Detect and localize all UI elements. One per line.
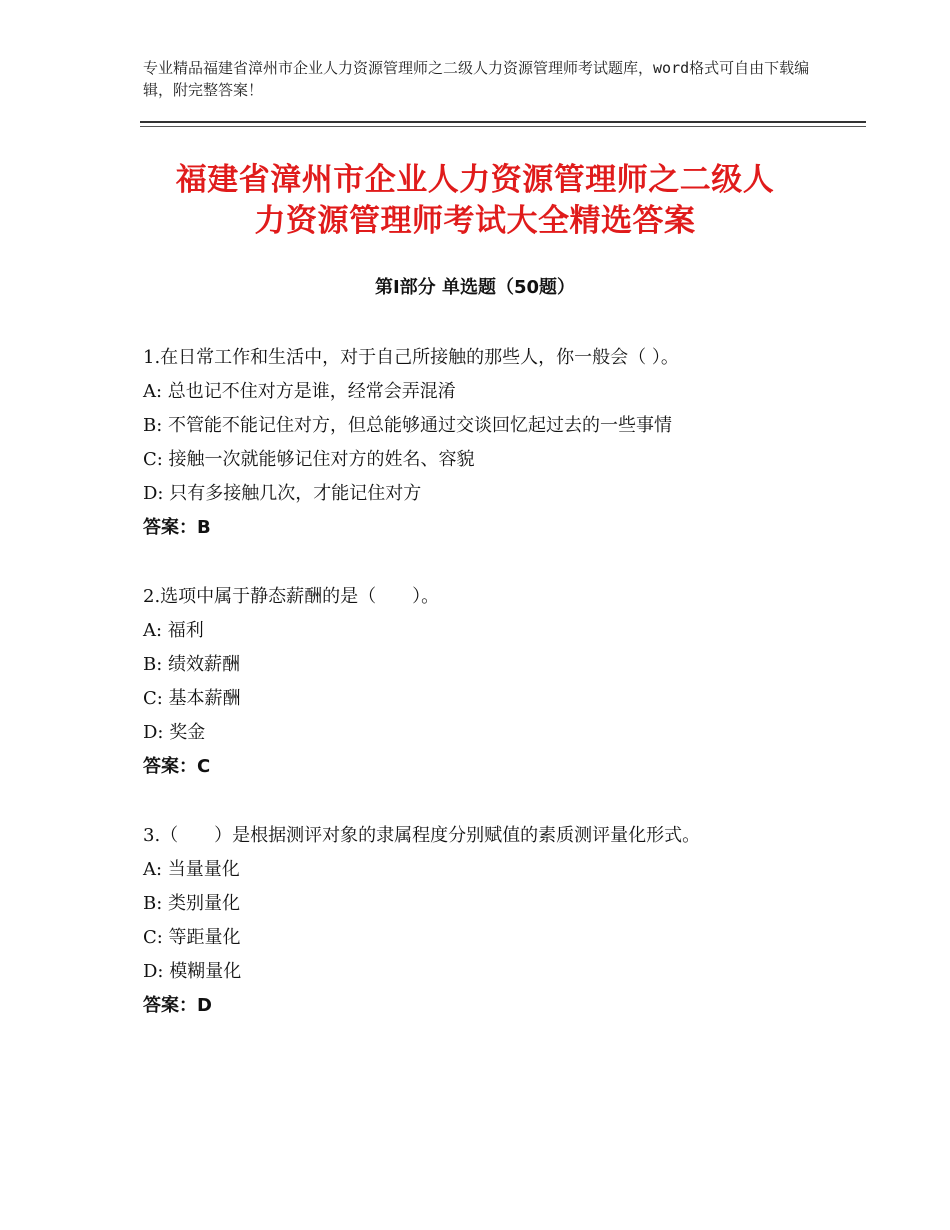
option-b: B: 类别量化 (143, 893, 241, 914)
option-b: B: 绩效薪酬 (143, 654, 241, 675)
option-c: C: 等距量化 (143, 927, 241, 948)
option-d: D: 只有多接触几次，才能记住对方 (143, 483, 422, 504)
document-title (120, 160, 830, 242)
option-b: B: 不管能不能记住对方，但总能够通过交谈回忆起过去的一些事情 (143, 415, 673, 436)
header-rule-thin (140, 126, 866, 127)
header-note: 专业精品福建省漳州市企业人力资源管理师之二级人力资源管理师考试题库，word格式可自由下载编辑，附完整答案！ (143, 59, 810, 99)
option-a: A: 总也记不住对方是谁，经常会弄混淆 (143, 381, 456, 402)
question-2 (143, 580, 793, 784)
question-stem: 2.选项中属于静态薪酬的是（ ）。 (143, 586, 440, 607)
answer-label: 答案：C (143, 756, 211, 777)
question-1 (143, 341, 793, 545)
option-a: A: 当量量化 (143, 859, 240, 880)
option-c: C: 基本薪酬 (143, 688, 241, 709)
answer-label: 答案：D (143, 995, 212, 1016)
question-stem: 1.在日常工作和生活中，对于自己所接触的那些人，你一般会（ ）。 (143, 347, 679, 368)
title-line-2: 力资源管理师考试大全精选答案 (254, 203, 696, 239)
title-line-1: 福建省漳州市企业人力资源管理师之二级人 (175, 162, 775, 198)
header-rule-thick (140, 121, 866, 123)
section-title: 第Ⅰ部分 单选题（50题） (374, 277, 575, 298)
option-d: D: 模糊量化 (143, 961, 242, 982)
question-stem: 3.（ ）是根据测评对象的隶属程度分别赋值的素质测评量化形式。 (143, 825, 701, 846)
option-a: A: 福利 (143, 620, 204, 641)
question-3 (143, 819, 793, 1023)
option-d: D: 奖金 (143, 722, 206, 743)
answer-label: 答案：B (143, 517, 211, 538)
option-c: C: 接触一次就能够记住对方的姓名、容貌 (143, 449, 475, 470)
